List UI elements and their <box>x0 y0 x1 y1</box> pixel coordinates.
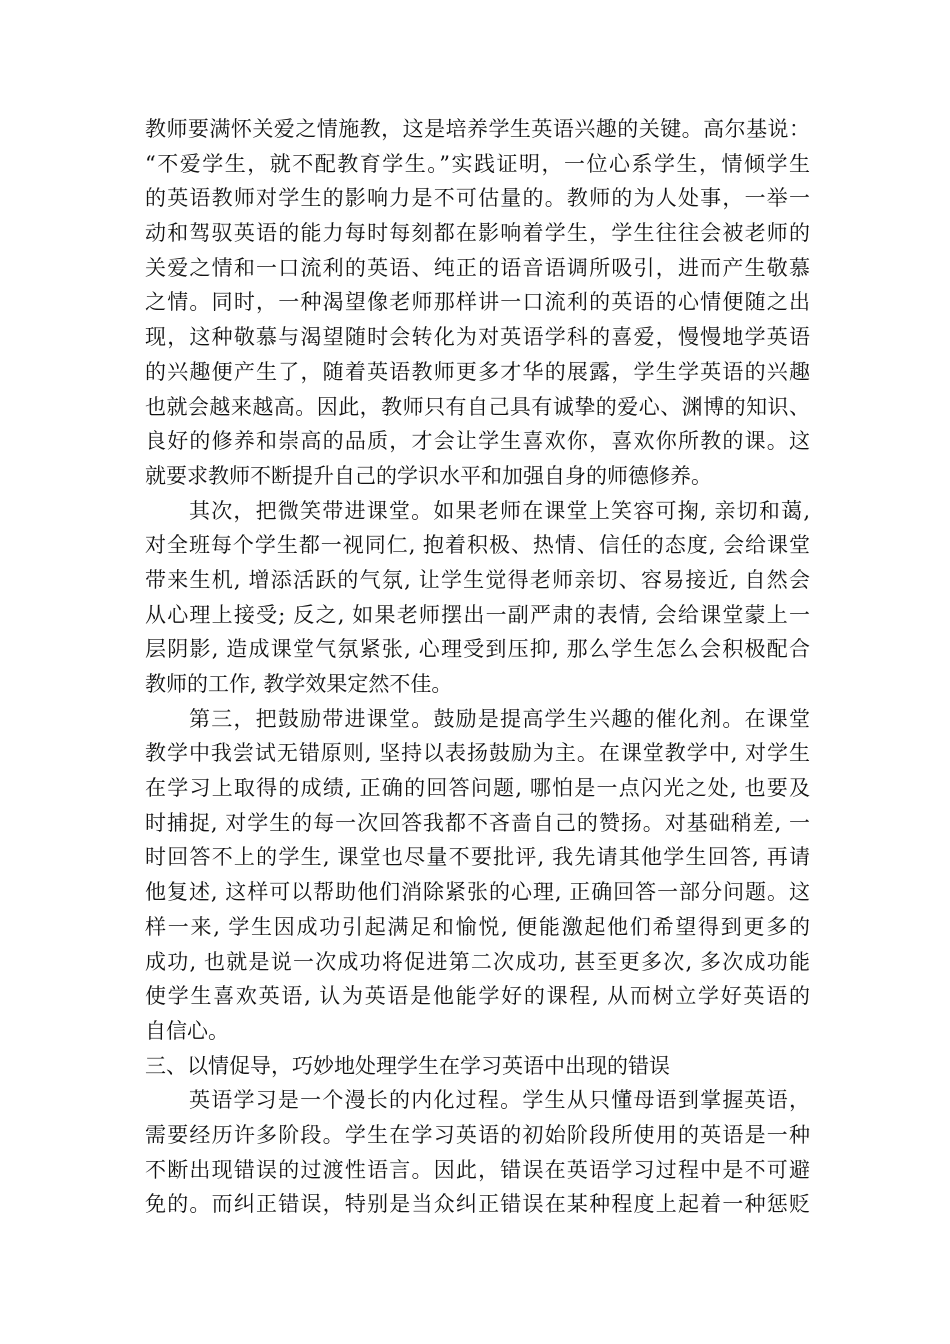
paragraph-3-line: 自信心。 <box>145 1018 229 1043</box>
paragraph-3-line: 时捕捉, 对学生的每一次回答我都不吝啬自己的赞扬。对基础稍差, 一 <box>145 810 810 835</box>
paragraph-1-line: 教师要满怀关爱之情施教，这是培养学生英语兴趣的关键。高尔基说： <box>145 117 810 141</box>
paragraph-3-line: 第三，把鼓励带进课堂。鼓励是提高学生兴趣的催化剂。在课堂 <box>189 706 810 731</box>
paragraph-2-line: 层阴影, 造成课堂气氛紧张, 心理受到压抑, 那么学生怎么会积极配合 <box>145 637 810 662</box>
paragraph-2-line: 带来生机, 增添活跃的气氛, 让学生觉得老师亲切、容易接近, 自然会 <box>145 567 810 592</box>
paragraph-1-line: 现，这种敬慕与渴望随时会转化为对英语学科的喜爱，慢慢地学英语 <box>145 325 810 350</box>
paragraph-3-line: 他复述, 这样可以帮助他们消除紧张的心理, 正确回答一部分问题。这 <box>145 880 810 905</box>
paragraph-1-line: 动和驾驭英语的能力每时每刻都在影响着学生，学生往往会被老师的 <box>145 221 810 246</box>
paragraph-4-line: 英语学习是一个漫长的内化过程。学生从只懂母语到掌握英语， <box>189 1088 810 1113</box>
paragraph-3-line: 成功, 也就是说一次成功将促进第二次成功, 甚至更多次, 多次成功能 <box>145 949 810 974</box>
paragraph-1-line: 之情。同时，一种渴望像老师那样讲一口流利的英语的心情便随之出 <box>145 290 810 315</box>
paragraph-4-line: 需要经历许多阶段。学生在学习英语的初始阶段所使用的英语是一种 <box>145 1122 810 1147</box>
paragraph-1-line: 的英语教师对学生的影响力是不可估量的。教师的为人处事，一举一 <box>145 186 810 211</box>
paragraph-1-line: 良好的修养和崇高的品质，才会让学生喜欢你，喜欢你所教的课。这 <box>145 429 810 454</box>
paragraph-4-line: 不断出现错误的过渡性语言。因此，错误在英语学习过程中是不可避 <box>145 1157 810 1182</box>
paragraph-3-line: 在学习上取得的成绩, 正确的回答问题, 哪怕是一点闪光之处, 也要及 <box>145 776 810 801</box>
paragraph-1-line: 也就会越来越高。因此，教师只有自己具有诚挚的爱心、渊博的知识、 <box>145 394 810 419</box>
paragraph-1-line: “不爱学生，就不配教育学生。”实践证明，一位心系学生，情倾学生 <box>145 151 810 176</box>
paragraph-3-line: 使学生喜欢英语, 认为英语是他能学好的课程, 从而树立学好英语的 <box>145 984 810 1009</box>
paragraph-4-line: 免的。而纠正错误，特别是当众纠正错误在某种程度上起着一种惩贬 <box>145 1192 810 1217</box>
paragraph-3-line: 样一来, 学生因成功引起满足和愉悦, 便能激起他们希望得到更多的 <box>145 914 810 939</box>
paragraph-1-line: 的兴趣便产生了，随着英语教师更多才华的展露，学生学英语的兴趣 <box>145 359 810 384</box>
paragraph-2-line: 教师的工作, 教学效果定然不佳。 <box>145 672 453 696</box>
paragraph-2-line: 其次，把微笑带进课堂。如果老师在课堂上笑容可掬, 亲切和蔼, <box>189 498 810 523</box>
paragraph-2-line: 对全班每个学生都一视同仁, 抱着积极、热情、信任的态度, 会给课堂 <box>145 533 810 558</box>
section-heading: 三、以情促导，巧妙地处理学生在学习英语中出现的错误 <box>145 1053 670 1078</box>
document-body <box>145 112 810 1222</box>
paragraph-1-line: 就要求教师不断提升自己的学识水平和加强自身的师德修养。 <box>145 463 712 488</box>
paragraph-1-line: 关爱之情和一口流利的英语、纯正的语音语调所吸引，进而产生敬慕 <box>145 255 810 280</box>
paragraph-3-line: 教学中我尝试无错原则, 坚持以表扬鼓励为主。在课堂教学中, 对学生 <box>145 741 810 766</box>
paragraph-3-line: 时回答不上的学生, 课堂也尽量不要批评, 我先请其他学生回答, 再请 <box>145 845 810 870</box>
paragraph-2-line: 从心理上接受; 反之, 如果老师摆出一副严肃的表情, 会给课堂蒙上一 <box>145 602 810 627</box>
